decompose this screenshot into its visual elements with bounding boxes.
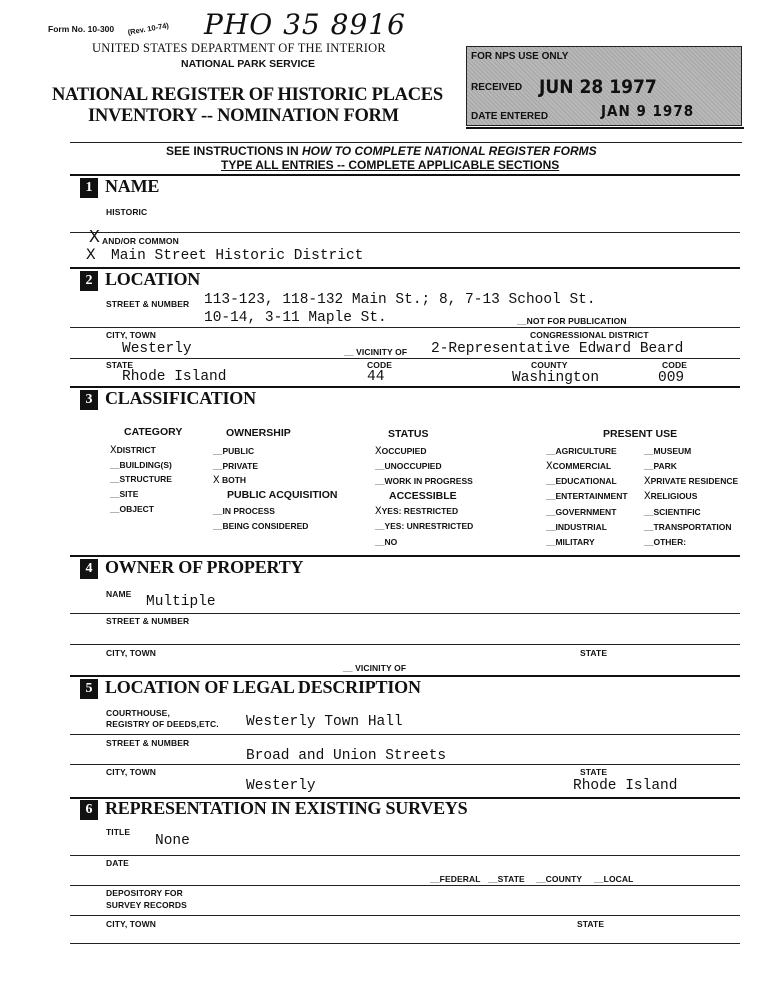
survey-title-label: TITLE [106,827,131,837]
state-label: STATE [106,360,134,370]
category-site[interactable]: __SITE [110,489,139,499]
legal-city-value: Westerly [246,778,316,794]
category-district[interactable]: XDISTRICT [110,445,156,457]
legal-state-label: STATE [580,767,608,777]
instructions-line1: SEE INSTRUCTIONS IN HOW TO COMPLETE NATIONAL REGISTER FORMS [166,144,597,158]
ownership-private[interactable]: __PRIVATE [213,461,259,471]
use-entertainment[interactable]: __ENTERTAINMENT [546,491,628,501]
common-check-2: X [86,246,96,264]
owner-name-value: Multiple [146,594,216,610]
use-educational[interactable]: __EDUCATIONAL [546,476,617,486]
legal-state-value: Rhode Island [573,778,678,794]
historic-label: HISTORIC [106,207,148,217]
ownership-heading: OWNERSHIP [226,427,291,439]
survey-title-rule [70,855,740,856]
depository-rule [70,915,740,916]
acquisition-heading: PUBLIC ACQUISITION [227,489,338,501]
survey-city-rule [70,943,740,944]
state-code-label: CODE [367,360,392,370]
status-unoccupied[interactable]: __UNOCCUPIED [375,461,442,471]
accessible-no[interactable]: __NO [375,537,398,547]
status-work-in-progress[interactable]: __WORK IN PROGRESS [375,476,473,486]
not-for-publication: __NOT FOR PUBLICATION [517,316,627,326]
use-religious[interactable]: XRELIGIOUS [644,491,698,503]
received-label: RECEIVED [471,82,523,93]
survey-federal[interactable]: __FEDERAL [430,874,481,884]
street-value-line1: 113-123, 118-132 Main St.; 8, 7-13 School St. [204,292,596,308]
use-transportation[interactable]: __TRANSPORTATION [644,522,732,532]
owner-state-label: STATE [580,648,608,658]
service-name: NATIONAL PARK SERVICE [181,58,315,70]
state-code-value: 44 [367,369,385,385]
nps-use-only-box [466,46,742,126]
instructions-line2: TYPE ALL ENTRIES -- COMPLETE APPLICABLE SECTIONS [221,158,560,172]
category-structure[interactable]: __STRUCTURE [110,474,172,484]
present-use-heading: PRESENT USE [603,428,678,440]
category-heading: CATEGORY [124,426,183,438]
survey-date-label: DATE [106,858,129,868]
use-government[interactable]: __GOVERNMENT [546,507,617,517]
owner-vicinity-label: __ VICINITY OF [343,663,407,673]
county-code-value: 009 [658,370,685,386]
use-military[interactable]: __MILITARY [546,537,595,547]
section3-number: 3 [80,390,98,410]
depository-label-1: DEPOSITORY FOR [106,888,183,898]
survey-state-label: STATE [577,919,605,929]
ownership-both[interactable]: X BOTH [213,475,247,487]
date-entered-label: DATE ENTERED [471,111,549,122]
section1-title: NAME [105,176,160,196]
courthouse-rule [70,734,740,735]
courthouse-label-2: REGISTRY OF DEEDS,ETC. [106,719,219,729]
section6-title: REPRESENTATION IN EXISTING SURVEYS [105,798,468,818]
common-label: AND/OR COMMON [102,236,179,246]
congressional-label: CONGRESSIONAL DISTRICT [530,330,649,340]
section3-title: CLASSIFICATION [105,388,256,408]
section2-title: LOCATION [105,269,201,289]
street-rule [70,327,740,328]
use-park[interactable]: __PARK [644,461,677,471]
section2-number: 2 [80,271,98,291]
status-occupied[interactable]: XOCCUPIED [375,446,427,458]
category-buildings[interactable]: __BUILDING(S) [110,460,172,470]
nps-box-shadow [466,127,744,129]
use-museum[interactable]: __MUSEUM [644,446,692,456]
owner-street-rule [70,644,740,645]
use-commercial[interactable]: XCOMMERCIAL [546,461,612,473]
survey-city-label: CITY, TOWN [106,919,156,929]
street-number-label: STREET & NUMBER [106,299,190,309]
form-revision: (Rev. 10-74) [127,20,170,37]
section5-title: LOCATION OF LEGAL DESCRIPTION [105,677,421,697]
legal-street-label: STREET & NUMBER [106,738,190,748]
common-name-value: Main Street Historic District [111,248,364,264]
form-title-line1: NATIONAL REGISTER OF HISTORIC PLACES [52,85,443,105]
county-value: Washington [512,370,600,386]
county-code-label: CODE [662,360,687,370]
survey-state[interactable]: __STATE [488,874,525,884]
acquisition-being-considered[interactable]: __BEING CONSIDERED [213,521,309,531]
section5-number: 5 [80,679,98,699]
legal-street-rule [70,764,740,765]
section4-title: OWNER OF PROPERTY [105,557,304,577]
owner-street-label: STREET & NUMBER [106,616,190,626]
received-stamp: JUN 28 1977 [539,76,657,98]
survey-local[interactable]: __LOCAL [594,874,634,884]
legal-city-label: CITY, TOWN [106,767,156,777]
nps-heading: FOR NPS USE ONLY [471,51,569,62]
city-town-label: CITY, TOWN [106,330,156,340]
congressional-value: 2-Representative Edward Beard [431,341,684,357]
survey-title-value: None [155,833,190,849]
owner-city-label: CITY, TOWN [106,648,156,658]
header-rule [70,142,742,143]
accessible-heading: ACCESSIBLE [389,490,457,502]
city-value: Westerly [122,341,192,357]
section1-number: 1 [80,178,98,198]
county-label: COUNTY [531,360,568,370]
use-private-residence[interactable]: XPRIVATE RESIDENCE [644,476,739,488]
survey-date-rule [70,885,740,886]
accessible-yes-restricted[interactable]: XYES: RESTRICTED [375,506,459,518]
category-object[interactable]: __OBJECT [110,504,154,514]
department-name: UNITED STATES DEPARTMENT OF THE INTERIOR [92,41,386,55]
form-number: Form No. 10-300 [48,24,115,34]
section4-number: 4 [80,559,98,579]
date-entered-stamp: JAN 9 1978 [601,102,695,120]
courthouse-label-1: COURTHOUSE, [106,708,170,718]
courthouse-value: Westerly Town Hall [246,714,403,730]
use-industrial[interactable]: __INDUSTRIAL [546,522,607,532]
handwritten-id: PHO 35 8916 [204,8,406,41]
common-check: X [89,228,100,248]
form-title-line2: INVENTORY -- NOMINATION FORM [88,106,399,126]
survey-county[interactable]: __COUNTY [536,874,583,884]
historic-rule [70,232,740,233]
owner-name-rule [70,613,740,614]
ownership-public[interactable]: __PUBLIC [213,446,255,456]
accessible-yes-unrestricted[interactable]: __YES: UNRESTRICTED [375,521,474,531]
state-value: Rhode Island [122,369,227,385]
vicinity-label: __ VICINITY OF [344,347,408,357]
use-other[interactable]: __OTHER: [644,537,687,547]
section6-number: 6 [80,800,98,820]
depository-label-2: SURVEY RECORDS [106,900,187,910]
owner-name-label: NAME [106,589,132,599]
acquisition-in-process[interactable]: __IN PROCESS [213,506,275,516]
city-rule [70,358,740,359]
street-value-line2: 10-14, 3-11 Maple St. [204,310,387,326]
legal-street-value: Broad and Union Streets [246,748,447,764]
use-agriculture[interactable]: __AGRICULTURE [546,446,617,456]
section1-rule [70,174,740,176]
use-scientific[interactable]: __SCIENTIFIC [644,507,701,517]
status-heading: STATUS [388,428,429,440]
